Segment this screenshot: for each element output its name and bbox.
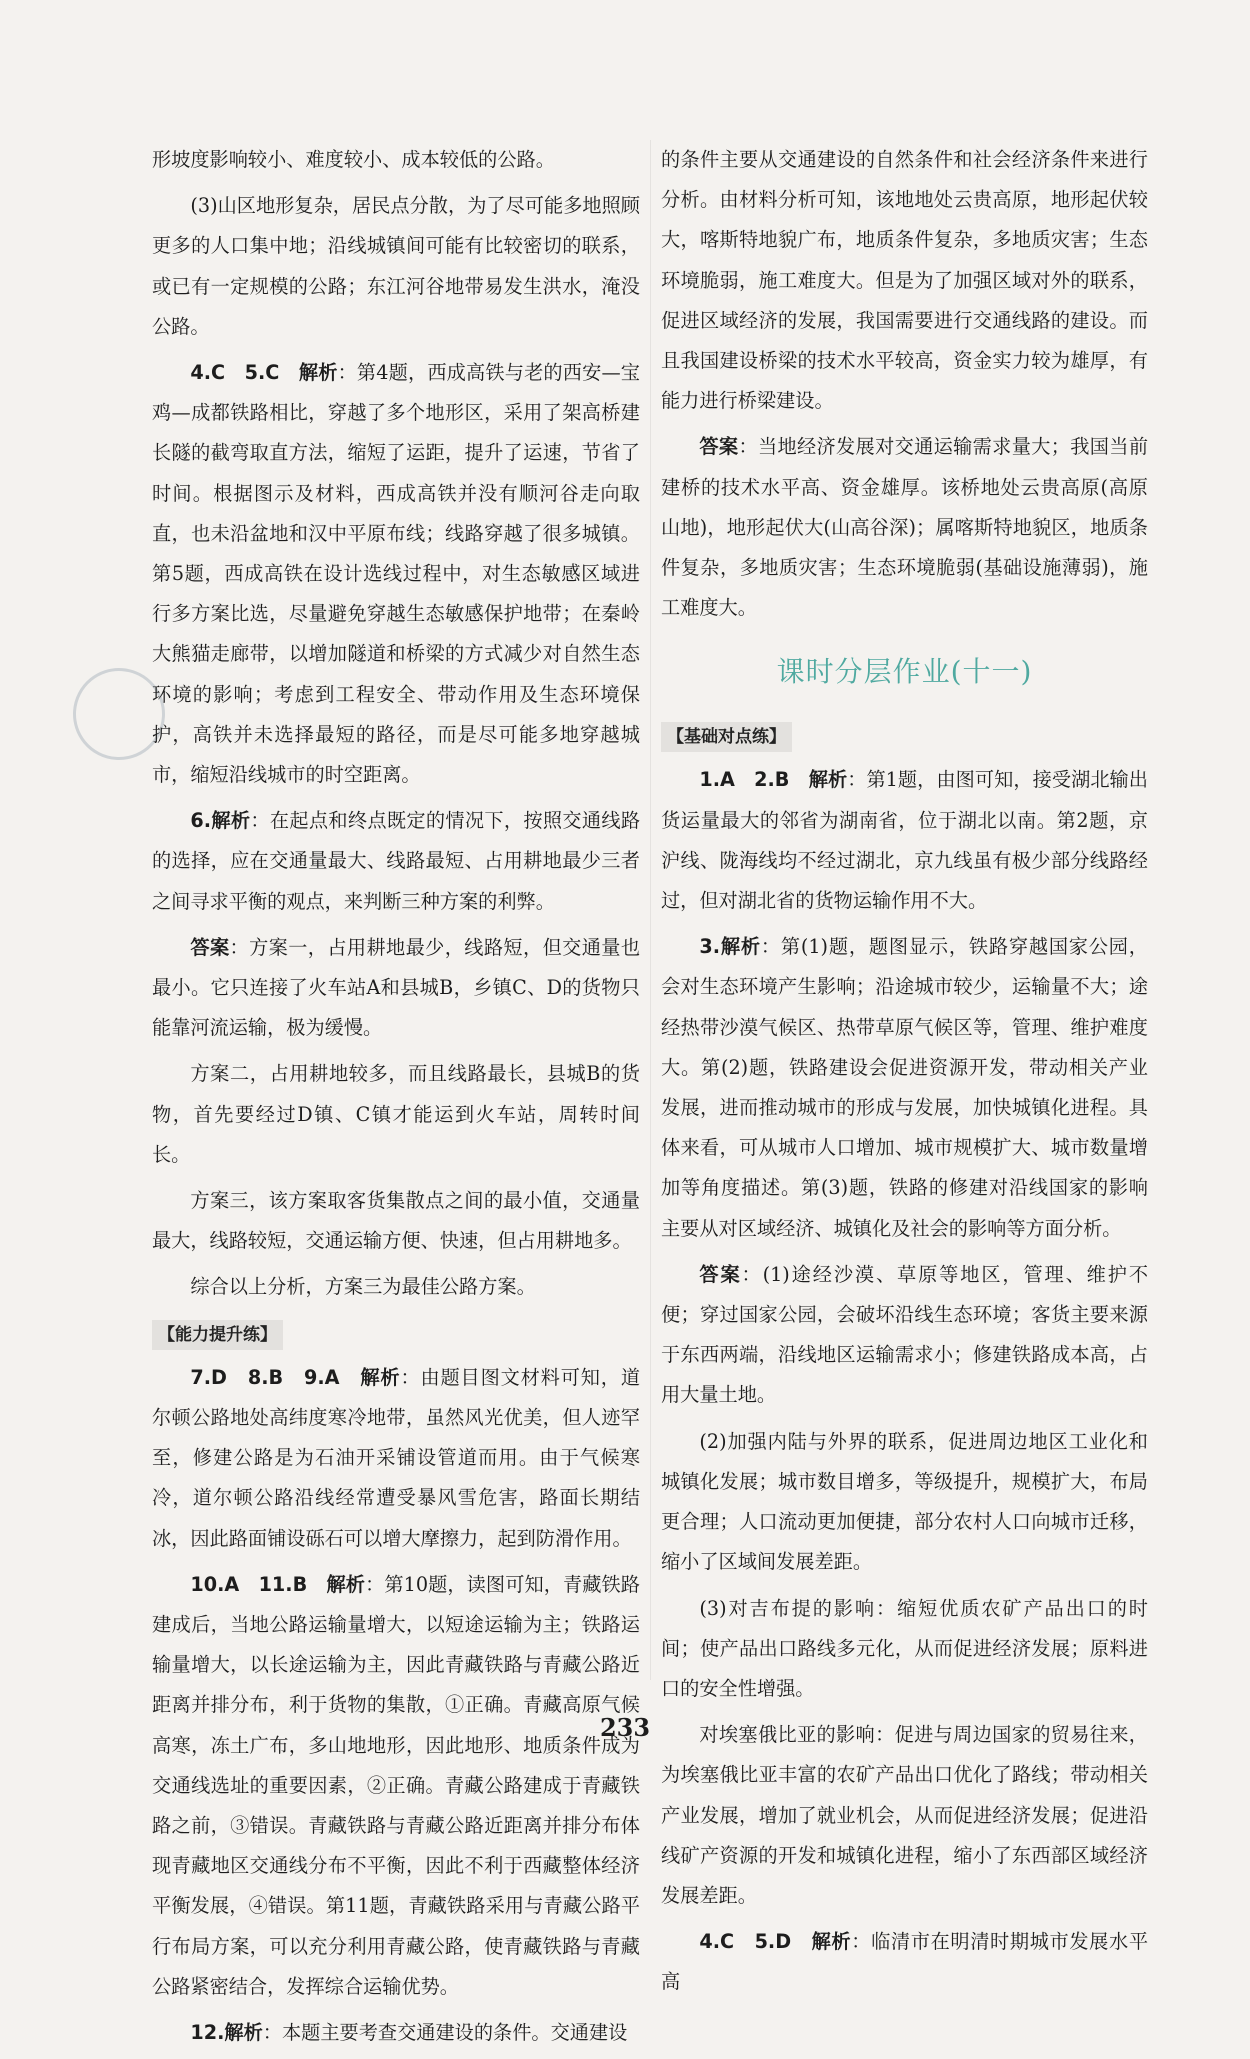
paragraph: 综合以上分析，方案三为最佳公路方案。	[190, 1275, 536, 1299]
answer-lead: 1.A 2.B 解析	[699, 768, 848, 792]
section-title: 课时分层作业(十一)	[776, 655, 1033, 689]
answer-text: ：本题主要考查交通建设的条件。交通建设	[262, 2020, 628, 2044]
answer-text: ：当地经济发展对交通运输需求量大；我国当前建桥的技术水平高、资金雄厚。该桥地处云贵高原(高原山地)，地形起伏大(山高谷深)；属喀斯特地貌区，地质条件复杂，多地质灾害；生态环境脆弱(基础设施薄弱)，施工难度大。	[661, 435, 1149, 620]
answer-text: ：第4题，西成高铁与老的西安—宝鸡—成都铁路相比，穿越了多个地形区，采用了架高桥建长隧的截弯取直方法，缩短了运距，提升了运速，节省了时间。根据图示及材料，西成高铁并没有顺河谷走向取直，也未沿盆地和汉中平原布线；线路穿越了很多城镇。第5题，西成高铁在设计选线过程中，对生态敏感区域进行多方案比选，尽量避免穿越生态敏感保护地带；在秦岭大熊猫走廊带，以增加隧道和桥梁的方式减少对自然生态环境的影响；考虑到工程安全、带动作用及生态环境保护，高铁并未选择最短的路径，而是尽可能多地穿越城市，缩短沿线城市的时空距离。	[152, 361, 640, 787]
answer-lead: 4.C 5.D 解析	[699, 1930, 852, 1954]
answer-text: ：临清市在明清时期城市发展水平高	[661, 1930, 1149, 1994]
column-divider	[650, 140, 651, 1680]
answer-lead: 答案	[190, 935, 230, 959]
answer-lead: 答案	[699, 1262, 742, 1286]
paragraph: (3)山区地形复杂，居民点分散，为了尽可能多地照顾更多的人口集中地；沿线城镇间可能有比较密切的联系，或已有一定规模的公路；东江河谷地带易发生洪水，淹没公路。	[152, 194, 640, 338]
answer-lead: 7.D 8.B 9.A 解析	[190, 1365, 401, 1389]
section-tag: 【基础对点练】	[661, 722, 792, 752]
answer-text: ：由题目图文材料可知，道尔顿公路地处高纬度寒冷地带，虽然风光优美，但人迹罕至，修建公路是为石油开采铺设管道而用。由于气候寒冷，道尔顿公路沿线经常遭受暴风雪危害，路面长期结冰，因此路面铺设砾石可以增大摩擦力，起到防滑作用。	[152, 1365, 641, 1550]
paragraph: 的条件主要从交通建设的自然条件和社会经济条件来进行分析。由材料分析可知，该地地处云贵高原，地形起伏较大，喀斯特地貌广布，地质条件复杂，多地质灾害；生态环境脆弱，施工难度大。但是为了加强区域对外的联系，促进区域经济的发展，我国需要进行交通线路的建设。而且我国建设桥梁的技术水平较高，资金实力较为雄厚，有能力进行桥梁建设。	[661, 148, 1148, 413]
answer-text: ：(1)途经沙漠、草原等地区，管理、维护不便；穿过国家公园，会破坏沿线生态环境；客货主要来源于东西两端，沿线地区运输需求小；修建铁路成本高，占用大量土地。	[661, 1262, 1149, 1407]
answer-lead: 答案	[699, 435, 739, 459]
paragraph: (3)对吉布提的影响：缩短优质农矿产品出口的时间；使产品出口路线多元化，从而促进经济发展；原料进口的安全性增强。	[661, 1596, 1148, 1700]
paragraph: 对埃塞俄比亚的影响：促进与周边国家的贸易往来，为埃塞俄比亚丰富的农矿产品出口优化了路线；带动相关产业发展，增加了就业机会，从而促进经济发展；促进沿线矿产资源的开发和城镇化进程，缩小了东西部区域经济发展差距。	[661, 1723, 1148, 1907]
answer-text: ：第(1)题，题图显示，铁路穿越国家公园，会对生态环境产生影响；沿途城市较少，运输量不大；途经热带沙漠气候区、热带草原气候区等，管理、维护难度大。第(2)题，铁路建设会促进资源开发，带动相关产业发展，进而推动城市的形成与发展，加快城镇化进程。具体来看，可从城市人口增加、城市规模扩大、城市数量增加等角度描述。第(3)题，铁路的修建对沿线国家的影响主要从对区域经济、城镇化及社会的影响等方面分析。	[661, 935, 1148, 1240]
answer-q7-9	[152, 1358, 640, 1559]
answer-q3	[661, 927, 1148, 1249]
paragraph: 形坡度影响较小、难度较小、成本较低的公路。	[152, 148, 555, 171]
answer-q3-answer	[661, 1255, 1148, 1416]
answer-q12-answer	[661, 427, 1148, 628]
answer-q1-2	[661, 760, 1148, 921]
answer-q12	[152, 2013, 640, 2053]
answer-text: ：方案一，占用耕地最少，线路短，但交通量也最小。它只连接了火车站A和县城B，乡镇C、D的货物只能靠河流运输，极为缓慢。	[152, 935, 641, 1040]
answer-text: ：第10题，读图可知，青藏铁路建成后，当地公路运输量增大，以短途运输为主；铁路运输量增大，以长途运输为主，因此青藏铁路与青藏公路近距离并排分布，利于货物的集散，①正确。青藏高原气候高寒，冻土广布，多山地地形，因此地形、地质条件成为交通线选址的重要因素，②正确。青藏公路建成于青藏铁路之前，③错误。青藏铁路与青藏公路近距离并排分布体现青藏地区交通线分布不平衡，因此不利于西藏整体经济平衡发展，④错误。第11题，青藏铁路采用与青藏公路平行布局方案，可以充分利用青藏公路，使青藏铁路与青藏公路紧密结合，发挥综合运输优势。	[152, 1572, 640, 1998]
answer-text: ：在起点和终点既定的情况下，按照交通线路的选择，应在交通量最大、线路最短、占用耕地最少三者之间寻求平衡的观点，来判断三种方案的利弊。	[152, 809, 641, 913]
answer-lead: 3.解析	[699, 935, 761, 959]
answer-q6	[152, 801, 640, 922]
answer-q10-11	[152, 1565, 640, 2007]
answer-q4-5	[152, 353, 640, 795]
answer-q6-answer	[152, 928, 640, 1049]
left-column	[152, 140, 640, 2059]
answer-lead: 6.解析	[190, 809, 251, 833]
section-tag: 【能力提升练】	[152, 1320, 283, 1350]
answer-lead: 4.C 5.C 解析	[190, 361, 338, 385]
paragraph: (2)加强内陆与外界的联系，促进周边地区工业化和城镇化发展；城市数目增多，等级提升，规模扩大，布局更合理；人口流动更加便捷，部分农村人口向城市迁移，缩小了区域间发展差距。	[661, 1429, 1148, 1574]
answer-text: ：第1题，由图可知，接受湖北输出货运量最大的邻省为湖南省，位于湖北以南。第2题，京沪线、陇海线均不经过湖北，京九线虽有极少部分线路经过，但对湖北省的货物运输作用不大。	[661, 768, 1148, 913]
answer-lead: 12.解析	[190, 2020, 263, 2044]
paragraph: 方案三，该方案取客货集散点之间的最小值，交通量最大，线路较短，交通运输方便、快速，但占用耕地多。	[152, 1189, 640, 1253]
page-number: 233	[599, 1713, 651, 1742]
paragraph: 方案二，占用耕地较多，而且线路最长，县城B的货物，首先要经过D镇、C镇才能运到火车站，周转时间长。	[152, 1062, 640, 1166]
answer-lead: 10.A 11.B 解析	[190, 1572, 366, 1596]
answer-q4-5b	[661, 1922, 1148, 2002]
